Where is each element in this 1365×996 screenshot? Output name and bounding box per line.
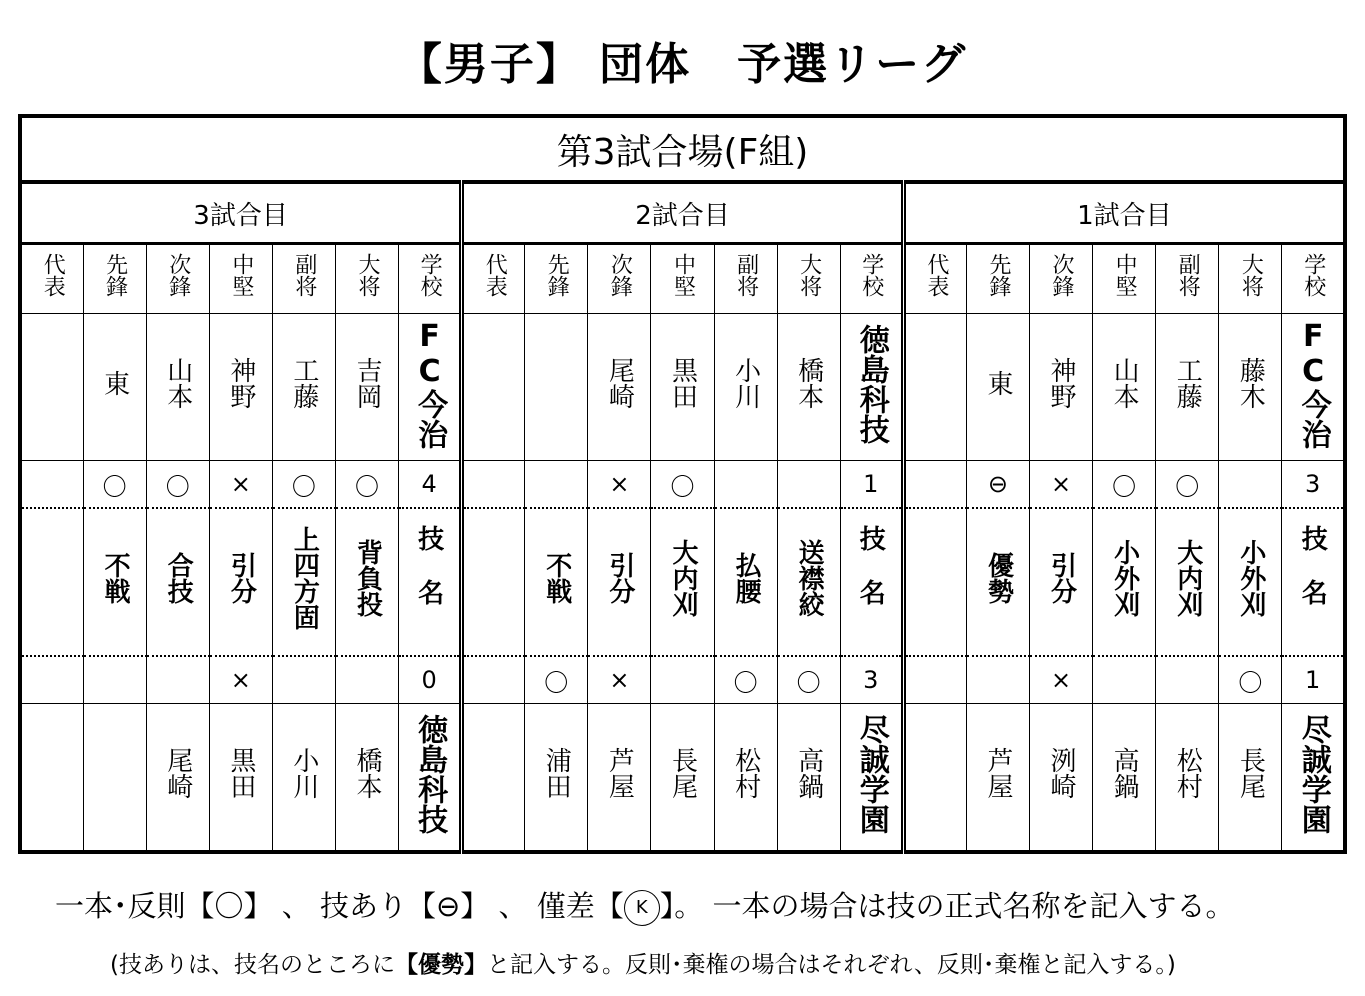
top-mark-cell: × <box>1030 461 1093 509</box>
bottom-mark-cell: × <box>209 656 272 704</box>
technique-label <box>399 508 462 656</box>
school-name <box>399 314 462 461</box>
bottom-name-cell-text: 高鍋 <box>793 747 824 799</box>
technique-cell <box>1156 508 1219 656</box>
bottom-name-cell-text: 黒田 <box>225 747 256 799</box>
bottom-mark-cell <box>335 656 398 704</box>
team-score: 3 <box>840 656 903 704</box>
top-name-cell <box>83 314 146 461</box>
top-mark-cell: 〇 <box>1156 461 1219 509</box>
column-header <box>966 244 1029 314</box>
top-mark-cell <box>903 461 966 509</box>
column-header-text: 学校 <box>858 253 884 297</box>
legend-kinsa: 僅差【 <box>536 889 624 923</box>
top-mark-cell <box>777 461 840 509</box>
page-title: 【男子】 団体 予選リーグ <box>397 39 968 90</box>
column-header <box>525 244 588 314</box>
bottom-name-cell-text: 松村 <box>730 747 761 799</box>
top-name-cell-text: 吉岡 <box>352 357 383 409</box>
technique-cell-text: 合技 <box>163 551 194 604</box>
top-name-cell-text: 神野 <box>1046 357 1077 409</box>
bottom-mark-cell <box>462 656 525 704</box>
column-header-text: 次鋒 <box>165 253 191 297</box>
technique-cell <box>146 508 209 656</box>
bottom-name-cell <box>462 704 525 853</box>
legend-sep: 、 <box>498 889 528 923</box>
technique-cell-text: 不戦 <box>100 551 131 604</box>
technique-cell <box>1219 508 1282 656</box>
round-header: 3試合目 <box>20 182 462 244</box>
top-name-cell-text: 山本 <box>162 357 193 409</box>
technique-cell-text: 払腰 <box>731 551 762 604</box>
technique-cell-text: 大内刈 <box>1172 538 1203 617</box>
school-name-text: FC今治 <box>1295 318 1331 449</box>
bottom-mark-cell <box>966 656 1029 704</box>
technique-cell <box>462 508 525 656</box>
column-header <box>399 244 462 314</box>
column-header <box>1282 244 1345 314</box>
school-name-text: 徳島科技 <box>412 713 448 834</box>
top-name-cell <box>903 314 966 461</box>
technique-label <box>1282 508 1345 656</box>
technique-cell <box>335 508 398 656</box>
column-header <box>1093 244 1156 314</box>
top-mark-cell <box>525 461 588 509</box>
bottom-name-cell-text: 松村 <box>1172 747 1203 799</box>
column-header <box>1030 244 1093 314</box>
top-name-cell-text: 東 <box>982 370 1013 396</box>
technique-cell-text: 引分 <box>1046 551 1077 604</box>
column-header-text: 大将 <box>796 253 822 297</box>
column-header-text: 大将 <box>355 253 381 297</box>
legend-ippon: 一本･反則【〇】 <box>55 889 273 923</box>
school-name <box>1282 314 1345 461</box>
column-header-text: 中堅 <box>670 253 696 297</box>
bottom-name-cell-text: 洌崎 <box>1046 747 1077 799</box>
team-score: 0 <box>399 656 462 704</box>
school-name <box>840 704 903 853</box>
bottom-name-cell <box>588 704 651 853</box>
top-name-cell <box>20 314 83 461</box>
top-mark-cell: ⊖ <box>966 461 1029 509</box>
bottom-mark-cell: × <box>1030 656 1093 704</box>
bottom-name-cell-text: 橋本 <box>352 747 383 799</box>
bottom-name-cell <box>651 704 714 853</box>
bottom-mark-cell <box>146 656 209 704</box>
technique-cell <box>1030 508 1093 656</box>
technique-cell <box>20 508 83 656</box>
top-name-cell <box>777 314 840 461</box>
column-header <box>714 244 777 314</box>
technique-cell <box>903 508 966 656</box>
bottom-name-cell <box>1219 704 1282 853</box>
technique-cell-text: 小外刈 <box>1235 538 1266 617</box>
bottom-mark-cell: × <box>588 656 651 704</box>
technique-cell-text: 上四方固 <box>289 525 320 630</box>
column-header-text: 中堅 <box>228 253 254 297</box>
bottom-mark-cell <box>1093 656 1156 704</box>
school-name <box>840 314 903 461</box>
team-score: 3 <box>1282 461 1345 509</box>
technique-cell-text: 小外刈 <box>1109 538 1140 617</box>
legend <box>55 884 1235 926</box>
column-header <box>651 244 714 314</box>
team-score: 1 <box>840 461 903 509</box>
bottom-name-cell-text: 高鍋 <box>1109 747 1140 799</box>
technique-label-text: 技名 <box>855 524 886 633</box>
school-name-text: 尽誠学園 <box>1295 713 1331 834</box>
top-name-cell-text: 工藤 <box>1172 357 1203 409</box>
top-name-cell-text: 神野 <box>225 357 256 409</box>
top-name-cell-text: 東 <box>99 370 130 396</box>
top-mark-cell: 〇 <box>272 461 335 509</box>
bottom-mark-cell: 〇 <box>777 656 840 704</box>
bottom-name-cell-text: 尾崎 <box>162 747 193 799</box>
bottom-name-cell <box>525 704 588 853</box>
column-header-text: 先鋒 <box>544 253 570 297</box>
team-score: 1 <box>1282 656 1345 704</box>
bottom-mark-cell: 〇 <box>714 656 777 704</box>
top-name-cell-text: 小川 <box>730 357 761 409</box>
top-name-cell-text: 尾崎 <box>604 357 635 409</box>
top-name-cell-text: 橋本 <box>793 357 824 409</box>
column-header-text: 代表 <box>923 253 949 297</box>
technique-cell <box>272 508 335 656</box>
note-pre: (技ありは、技名のところに <box>110 952 395 978</box>
score-sheet <box>18 114 1347 854</box>
top-name-cell <box>1156 314 1219 461</box>
school-name <box>399 704 462 853</box>
bottom-name-cell <box>335 704 398 853</box>
top-mark-cell <box>1219 461 1282 509</box>
top-name-cell <box>714 314 777 461</box>
bottom-mark-cell <box>272 656 335 704</box>
technique-cell <box>966 508 1029 656</box>
top-mark-cell: 〇 <box>335 461 398 509</box>
technique-cell <box>209 508 272 656</box>
top-mark-cell <box>462 461 525 509</box>
top-name-cell <box>1030 314 1093 461</box>
top-name-cell <box>272 314 335 461</box>
bottom-name-cell <box>714 704 777 853</box>
round-header: 1試合目 <box>903 182 1345 244</box>
column-header-text: 先鋒 <box>985 253 1011 297</box>
top-name-cell-text: 山本 <box>1109 357 1140 409</box>
technique-cell <box>525 508 588 656</box>
column-header <box>588 244 651 314</box>
top-mark-cell: × <box>209 461 272 509</box>
column-header <box>777 244 840 314</box>
technique-cell-text: 引分 <box>604 551 635 604</box>
column-header-text: 代表 <box>482 253 508 297</box>
technique-cell-text: 優勢 <box>983 551 1014 604</box>
column-header <box>1156 244 1219 314</box>
note <box>110 946 1176 979</box>
bottom-name-cell <box>1030 704 1093 853</box>
bottom-mark-cell: 〇 <box>525 656 588 704</box>
technique-cell <box>777 508 840 656</box>
column-header <box>272 244 335 314</box>
legend-instruction: 一本の場合は技の正式名称を記入する。 <box>712 889 1235 923</box>
legend-waza-close: 】 <box>460 889 490 923</box>
school-name-text: FC今治 <box>412 318 448 449</box>
top-mark-cell: 〇 <box>1093 461 1156 509</box>
top-mark-cell: 〇 <box>146 461 209 509</box>
kinsa-icon: K <box>624 890 660 926</box>
technique-cell <box>651 508 714 656</box>
school-name-text: 徳島科技 <box>853 323 889 444</box>
bottom-name-cell-text: 芦屋 <box>604 747 635 799</box>
technique-label-text: 技名 <box>1297 524 1328 633</box>
bottom-name-cell-text: 小川 <box>288 747 319 799</box>
top-mark-cell <box>20 461 83 509</box>
technique-cell-text: 引分 <box>226 551 257 604</box>
bottom-mark-cell: 〇 <box>1219 656 1282 704</box>
technique-cell-text: 不戦 <box>541 551 572 604</box>
top-name-cell-text: 藤木 <box>1235 357 1266 409</box>
waza-ari-icon: ⊖ <box>435 889 461 923</box>
top-name-cell <box>1093 314 1156 461</box>
column-header-text: 次鋒 <box>1049 253 1075 297</box>
technique-label <box>840 508 903 656</box>
bottom-name-cell <box>83 704 146 853</box>
bottom-mark-cell <box>83 656 146 704</box>
column-header-text: 学校 <box>1300 253 1326 297</box>
top-name-cell-text: 黒田 <box>667 357 698 409</box>
column-header <box>462 244 525 314</box>
bottom-mark-cell <box>651 656 714 704</box>
bottom-name-cell-text: 長尾 <box>667 747 698 799</box>
school-name <box>1282 704 1345 853</box>
column-header-text: 学校 <box>417 253 443 297</box>
top-name-cell <box>651 314 714 461</box>
column-header-text: 先鋒 <box>102 253 128 297</box>
top-mark-cell <box>714 461 777 509</box>
column-header <box>1219 244 1282 314</box>
bottom-name-cell-text: 芦屋 <box>982 747 1013 799</box>
column-header-text: 副将 <box>1175 253 1201 297</box>
bottom-name-cell-text: 浦田 <box>541 747 572 799</box>
bottom-name-cell <box>903 704 966 853</box>
top-mark-cell: × <box>588 461 651 509</box>
note-post: と記入する。反則･棄権の場合はそれぞれ、反則･棄権と記入する。) <box>486 952 1176 978</box>
round-header: 2試合目 <box>462 182 904 244</box>
column-header <box>146 244 209 314</box>
column-header <box>20 244 83 314</box>
column-header-text: 次鋒 <box>607 253 633 297</box>
bottom-name-cell <box>209 704 272 853</box>
column-header <box>840 244 903 314</box>
technique-cell <box>1093 508 1156 656</box>
technique-label-text: 技名 <box>413 524 444 633</box>
technique-cell <box>83 508 146 656</box>
top-mark-cell: 〇 <box>651 461 714 509</box>
bottom-mark-cell <box>903 656 966 704</box>
bottom-name-cell <box>777 704 840 853</box>
top-name-cell <box>1219 314 1282 461</box>
top-name-cell <box>209 314 272 461</box>
bottom-mark-cell <box>20 656 83 704</box>
technique-cell-text: 背負投 <box>352 538 383 617</box>
technique-cell <box>714 508 777 656</box>
column-header-text: 中堅 <box>1112 253 1138 297</box>
top-name-cell <box>335 314 398 461</box>
column-header-text: 大将 <box>1238 253 1264 297</box>
note-bold: 【優勢】 <box>394 952 487 978</box>
school-name-text: 尽誠学園 <box>853 713 889 834</box>
bottom-name-cell <box>1156 704 1219 853</box>
column-header <box>209 244 272 314</box>
legend-kinsa-close: 】。 <box>659 889 704 923</box>
legend-sep: 、 <box>281 889 311 923</box>
top-name-cell <box>588 314 651 461</box>
venue-header: 第3試合場(F組) <box>20 116 1345 182</box>
column-header-text: 副将 <box>291 253 317 297</box>
bottom-name-cell <box>1093 704 1156 853</box>
column-header-text: 代表 <box>40 253 66 297</box>
bottom-name-cell <box>966 704 1029 853</box>
column-header <box>903 244 966 314</box>
bottom-name-cell <box>272 704 335 853</box>
bottom-mark-cell <box>1156 656 1219 704</box>
team-score: 4 <box>399 461 462 509</box>
technique-cell <box>588 508 651 656</box>
legend-waza: 技あり【 <box>319 889 436 923</box>
column-header <box>83 244 146 314</box>
bottom-name-cell <box>146 704 209 853</box>
top-name-cell <box>146 314 209 461</box>
top-name-cell <box>462 314 525 461</box>
top-mark-cell: 〇 <box>83 461 146 509</box>
top-name-cell <box>525 314 588 461</box>
technique-cell-text: 送襟絞 <box>794 538 825 617</box>
bottom-name-cell-text: 長尾 <box>1235 747 1266 799</box>
column-header-text: 副将 <box>733 253 759 297</box>
top-name-cell-text: 工藤 <box>288 357 319 409</box>
technique-cell-text: 大内刈 <box>667 538 698 617</box>
top-name-cell <box>966 314 1029 461</box>
bottom-name-cell <box>20 704 83 853</box>
column-header <box>335 244 398 314</box>
